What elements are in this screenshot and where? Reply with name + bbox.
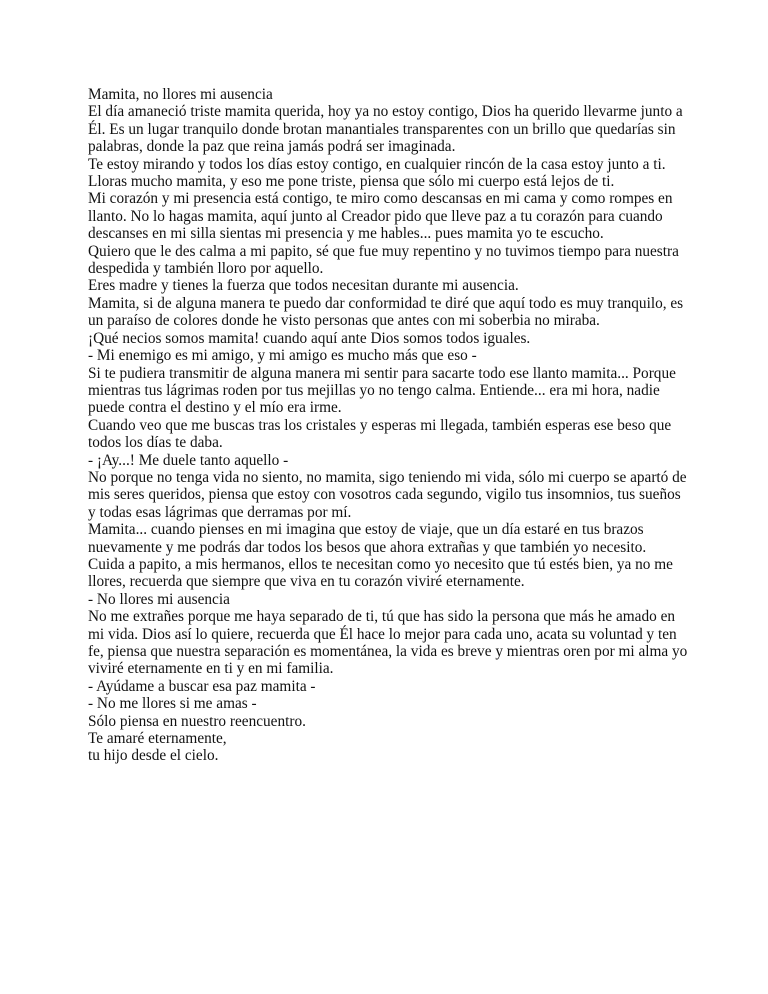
paragraph: - No llores mi ausencia <box>88 590 230 608</box>
paragraph: Cuando veo que me buscas tras los cristales y esperas mi llegada, también esperas ese beso que todos los días te daba. <box>88 416 672 452</box>
paragraph: Eres madre y tienes la fuerza que todos necesitan durante mi ausencia. <box>88 277 519 295</box>
paragraph: - ¡Ay...! Me duele tanto aquello - <box>88 451 289 469</box>
paragraph: Mamita... cuando pienses en mi imagina que estoy de viaje, que un día estaré en tus brazos nuevamente y me podrás dar todos los besos que ahora extrañas y que también yo necesito. <box>88 521 647 556</box>
paragraph: Cuida a papito, a mis hermanos, ellos te necesitan como yo necesito que tú estés bien, ya no me llores, recuerda que siempre que viva en tu corazón viviré eternamente. <box>88 555 673 591</box>
paragraph: - No me llores si me amas - <box>88 695 257 713</box>
paragraph: Sólo piensa en nuestro reencuentro. <box>88 712 306 730</box>
paragraph: Si te pudiera transmitir de alguna manera mi sentir para sacarte todo ese llanto mamita... Porque mientras tus lágrimas roden por tus mejillas yo no tengo calma. Entiende... era mi hora, nadie puede contra el destino y el mío era irme. <box>88 364 676 417</box>
paragraph: Mi corazón y mi presencia está contigo, te miro como descansas en mi cama y como rompes en llanto. No lo hagas mamita, aquí junto al Creador pido que lleve paz a tu corazón para cuando descanses en mi silla sientas mi presencia y me hables... pues mamita yo te escucho. <box>88 190 673 243</box>
paragraph: Te estoy mirando y todos los días estoy contigo, en cualquier rincón de la casa estoy junto a ti. <box>88 155 666 173</box>
paragraph: El día amaneció triste mamita querida, hoy ya no estoy contigo, Dios ha querido llevarme junto a Él. Es un lugar tranquilo donde brotan manantiales transparentes con un brillo que quedarías sin palabras, donde la paz que reina jamás podrá ser imaginada. <box>88 103 683 156</box>
paragraph: - Ayúdame a buscar esa paz mamita - <box>88 677 316 695</box>
paragraph: No porque no tenga vida no siento, no mamita, sigo teniendo mi vida, sólo mi cuerpo se apartó de mis seres queridos, piensa que estoy con vosotros cada segundo, vigilo tus insomnios, tus sueños y todas esas lágrimas que derramas por mí. <box>88 468 687 521</box>
paragraph: ¡Qué necios somos mamita! cuando aquí ante Dios somos todos iguales. <box>88 329 531 347</box>
paragraph: Quiero que le des calma a mi papito, sé que fue muy repentino y no tuvimos tiempo para nuestra despedida y también lloro por aquello. <box>88 242 679 278</box>
paragraph: Lloras mucho mamita, y eso me pone triste, piensa que sólo mi cuerpo está lejos de ti. <box>88 173 615 191</box>
paragraph: - Mi enemigo es mi amigo, y mi amigo es mucho más que eso - <box>88 347 477 365</box>
letter-title: Mamita, no llores mi ausencia <box>88 86 273 103</box>
closing-line: Te amaré eternamente, <box>88 730 227 748</box>
letter-body <box>88 86 688 765</box>
paragraph: Mamita, si de alguna manera te puedo dar conformidad te diré que aquí todo es muy tranquilo, es un paraíso de colores donde he visto personas que antes con mi soberbia no miraba. <box>88 294 684 330</box>
signature-line: tu hijo desde el cielo. <box>88 747 219 765</box>
paragraph: No me extrañes porque me haya separado de ti, tú que has sido la persona que más he amado en mi vida. Dios así lo quiere, recuerda que Él hace lo mejor para cada uno, acata su voluntad y ten fe, piensa que nuestra separación es momentánea, la vida es breve y mientras oren por mi alma yo viviré eternamente en ti y en mi familia. <box>88 608 688 678</box>
